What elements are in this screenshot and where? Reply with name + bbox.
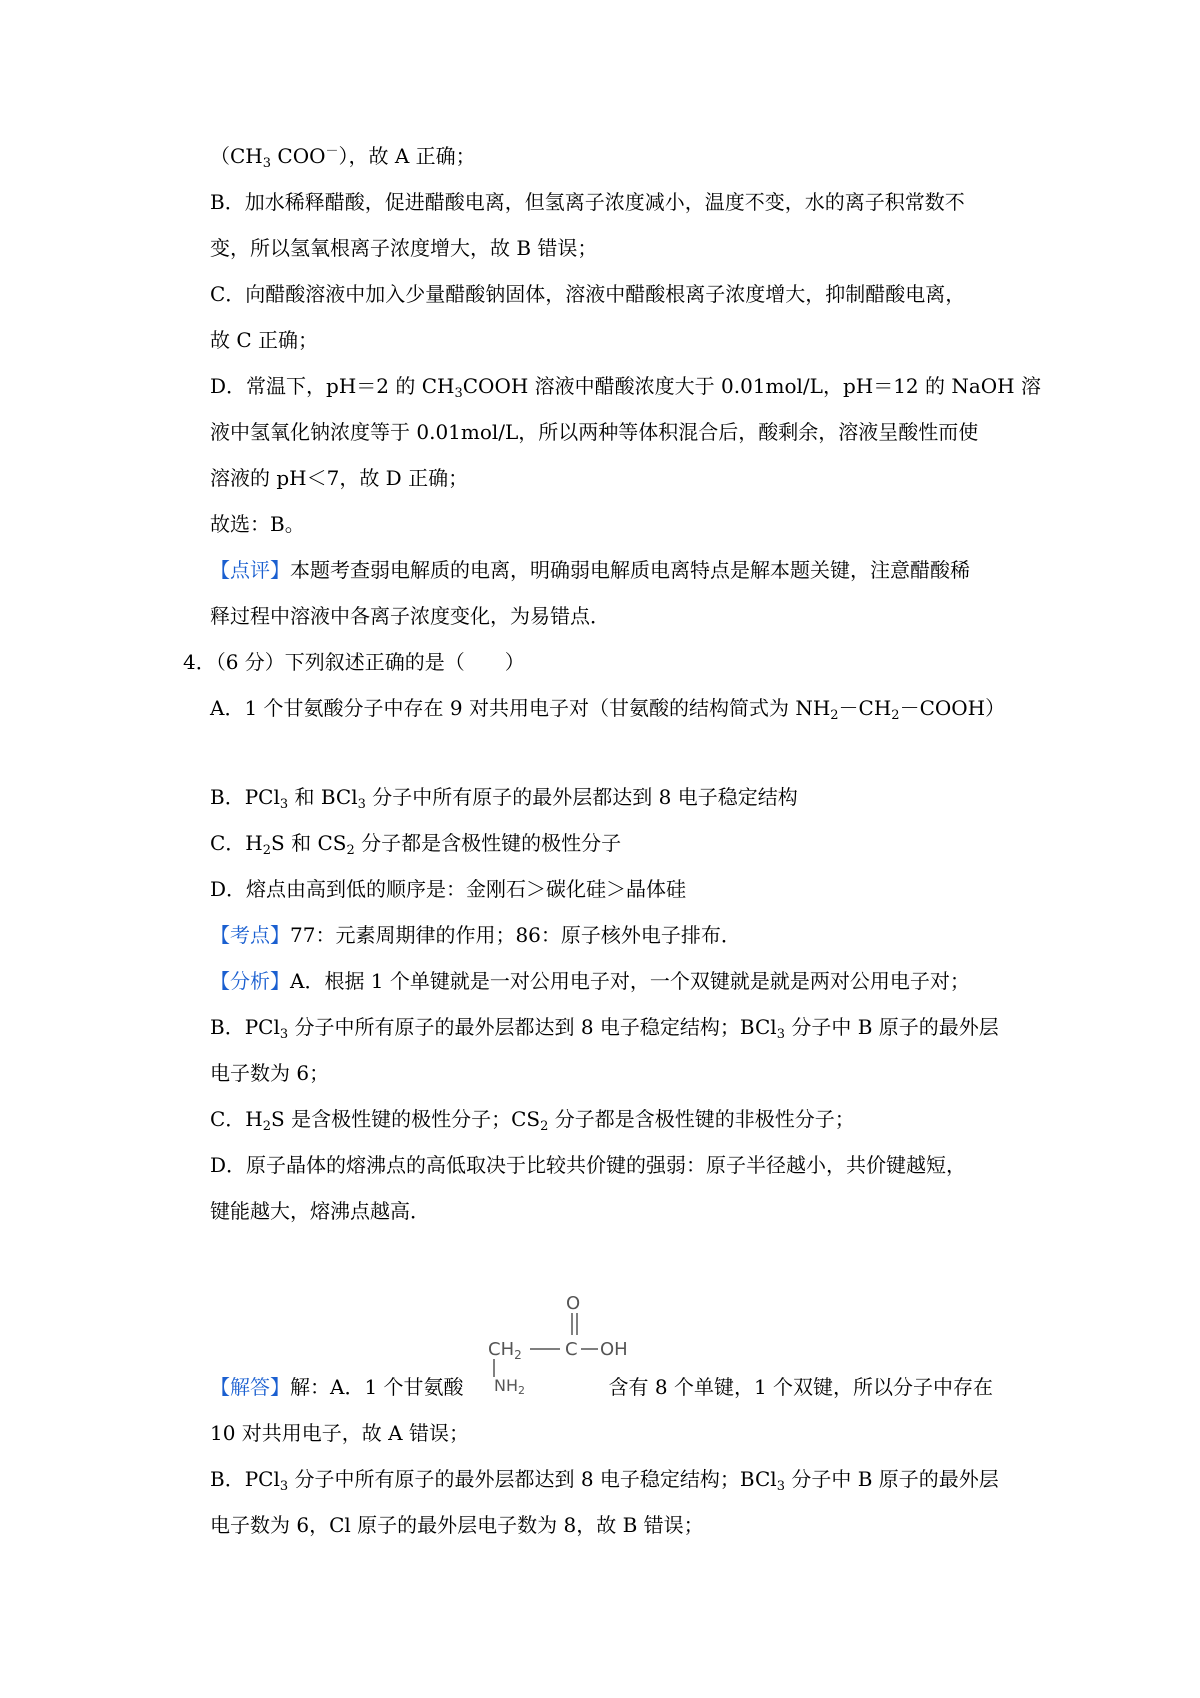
text-line: 释过程中溶液中各离子浓度变化，为易错点． [210,604,610,628]
text-line: 键能越大，熔沸点越高． [210,1199,430,1223]
structure-c: C [565,1339,578,1360]
text-line: （$CH_3$ COO－），故 A 正确； [210,144,476,171]
text-line: C．向醋酸溶液中加入少量醋酸钠固体，溶液中醋酸根离子浓度增大，抑制醋酸电离， [210,282,966,306]
text-line: 电子数为 6，Cl 原子的最外层电子数为 8，故 B 错误； [210,1513,704,1537]
text-line: D．原子晶体的熔沸点的高低取决于比较共价键的强弱：原子半径越小，共价键越短， [210,1153,967,1177]
glycine-structure-image [488,1287,638,1397]
question-title: 4．（6 分）下列叙述正确的是（ ） [183,650,525,674]
text-line: 故 C 正确； [210,328,319,352]
comment-tag: 【点评】 [210,558,290,582]
text-line: B．加水稀释醋酸，促进醋酸电离，但氢离子浓度减小，温度不变，水的离子积常数不 [210,190,965,214]
comment-line: 【点评】本题考查弱电解质的电离，明确弱电解质电离特点是解本题关键，注意醋酸稀 [210,558,970,582]
structure-oh: OH [600,1339,628,1360]
text-line: D．常温下，pH＝2 的 $CH_3COOH$ 溶液中醋酸浓度大于 0.01mol/L，pH＝12 的 NaOH 溶 [210,374,1041,401]
analysis-line: 【分析】A．根据 1 个单键就是一对公用电子对，一个双键就是就是两对公用电子对； [210,969,970,993]
option-d: D．熔点由高到低的顺序是：金刚石＞碳化硅＞晶体硅 [210,877,687,901]
text-line: 液中氢氧化钠浓度等于 0.01mol/L，所以两种等体积混合后，酸剩余，溶液呈酸性而使 [210,420,979,444]
text-line: 溶液的 pH＜7，故 D 正确； [210,466,469,490]
text-line: 故选：B。 [210,512,305,536]
kaodian-line: 【考点】77：元素周期律的作用；86：原子核外电子排布． [210,923,741,947]
text-line: B．PCl$_3$ 分子中所有原子的最外层都达到 8 电子稳定结构；BCl$_3$ 分子中 B 原子的最外层 [210,1015,999,1042]
text-line: C．$H_2S$ 是含极性键的极性分子；$CS_2$ 分子都是含极性键的非极性分子； [210,1107,855,1134]
option-b: B．PCl$_3$ 和 BCl$_3$ 分子中所有原子的最外层都达到 8 电子稳定结构 [210,785,798,812]
analysis-tag: 【分析】 [210,969,290,993]
text-line: 变，所以氢氧根离子浓度增大，故 B 错误； [210,236,598,260]
answer-tag: 【解答】 [210,1375,290,1399]
option-a: A．1 个甘氨酸分子中存在 9 对共用电子对（甘氨酸的结构简式为 $NH_2-CH_2-COOH$） [210,696,1006,723]
option-c: C．$H_2S$ 和 $CS_2$ 分子都是含极性键的极性分子 [210,831,622,858]
text-line: 10 对共用电子，故 A 错误； [210,1421,469,1445]
structure-o: O [566,1293,581,1314]
structure-nh2: NH2 [494,1376,525,1397]
text-line: 电子数为 6； [210,1061,330,1085]
answer-line: 【解答】解：A．1 个甘氨酸 含有 8 个单键，1 个双键，所以分子中存在 [210,1375,994,1399]
kaodian-tag: 【考点】 [210,923,290,947]
text-line: B．PCl$_3$ 分子中所有原子的最外层都达到 8 电子稳定结构；BCl$_3$ 分子中 B 原子的最外层 [210,1467,999,1494]
structure-ch2: $CH_2$ [488,1339,522,1362]
